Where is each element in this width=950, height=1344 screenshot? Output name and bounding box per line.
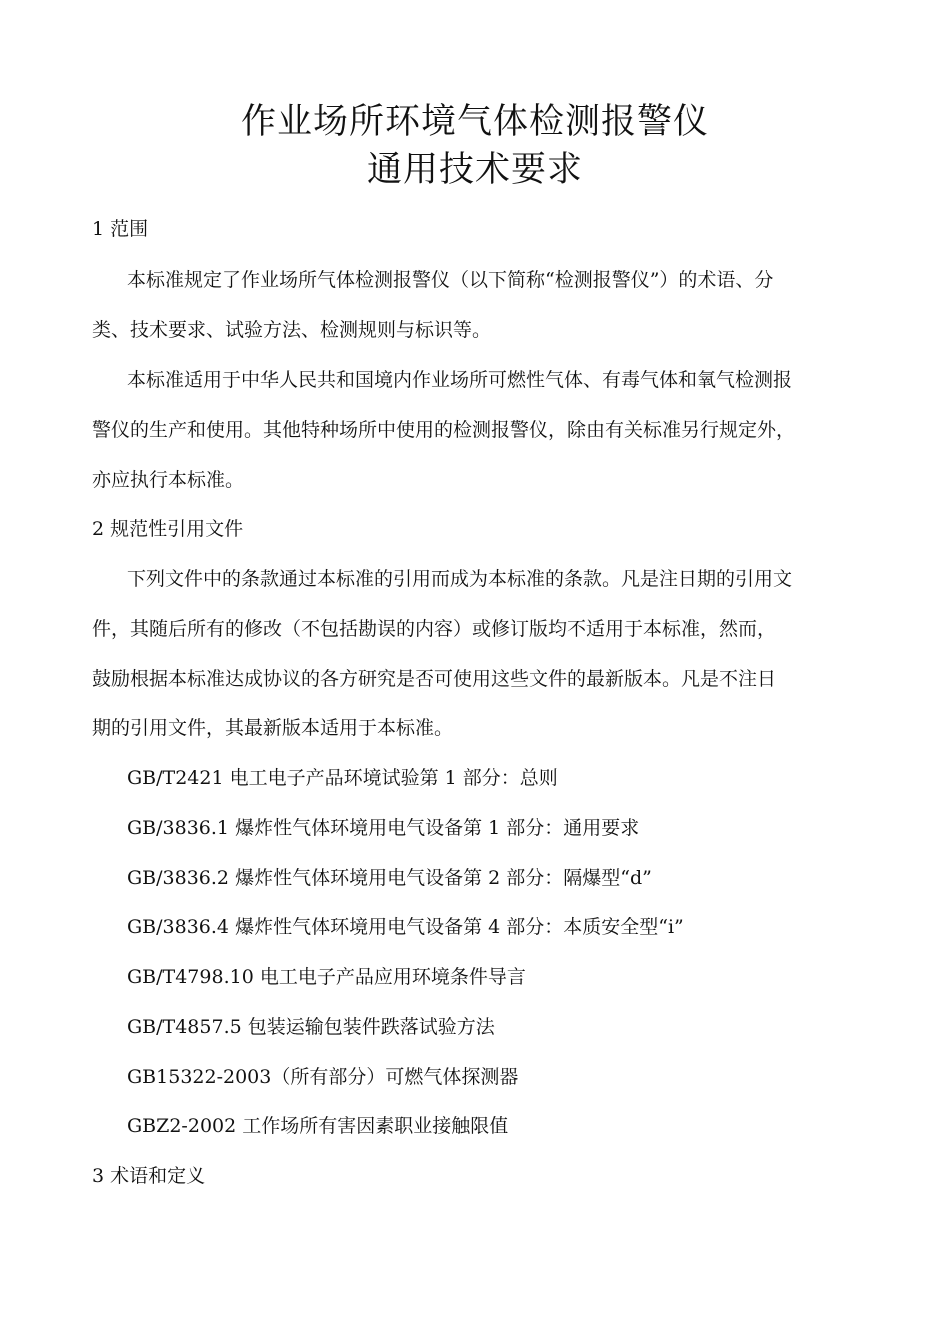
paragraph-line: 警仪的生产和使用。其他特种场所中使用的检测报警仪，除由有关标准另行规定外，: [92, 419, 796, 441]
reference-item: GB/3836.1 爆炸性气体环境用电气设备第 1 部分：通用要求: [127, 817, 640, 839]
paragraph-line: 亦应执行本标准。: [92, 469, 245, 491]
section-heading-terms-definitions: 3 术语和定义: [92, 1165, 206, 1187]
paragraph-line: 鼓励根据本标准达成协议的各方研究是否可使用这些文件的最新版本。凡是不注日: [92, 668, 777, 690]
reference-item: GBZ2-2002 工作场所有害因素职业接触限值: [127, 1115, 509, 1137]
reference-item: GB/T4798.10 电工电子产品应用环境条件导言: [127, 966, 526, 988]
reference-item: GB/3836.4 爆炸性气体环境用电气设备第 4 部分：本质安全型“i”: [127, 916, 684, 938]
section-heading-scope: 1 范围: [92, 218, 149, 240]
reference-item: GB15322-2003（所有部分）可燃气体探测器: [127, 1066, 519, 1088]
paragraph-line: 本标准适用于中华人民共和国境内作业场所可燃性气体、有毒气体和氧气检测报: [127, 369, 793, 391]
document-title-line-1: 作业场所环境气体检测报警仪: [240, 102, 709, 142]
section-heading-normative-references: 2 规范性引用文件: [92, 518, 244, 540]
paragraph-line: 类、技术要求、试验方法、检测规则与标识等。: [92, 319, 492, 341]
reference-item: GB/3836.2 爆炸性气体环境用电气设备第 2 部分：隔爆型“d”: [127, 867, 652, 889]
paragraph-line: 期的引用文件，其最新版本适用于本标准。: [92, 717, 454, 739]
reference-item: GB/T2421 电工电子产品环境试验第 1 部分：总则: [127, 767, 558, 789]
paragraph-line: 本标准规定了作业场所气体检测报警仪（以下简称“检测报警仪”）的术语、分: [127, 269, 774, 291]
paragraph-line: 件，其随后所有的修改（不包括勘误的内容）或修订版均不适用于本标准，然而，: [92, 618, 777, 640]
reference-item: GB/T4857.5 包装运输包装件跌落试验方法: [127, 1016, 495, 1038]
paragraph-line: 下列文件中的条款通过本标准的引用而成为本标准的条款。凡是注日期的引用文: [127, 568, 793, 590]
document-title-line-2: 通用技术要求: [366, 150, 583, 190]
